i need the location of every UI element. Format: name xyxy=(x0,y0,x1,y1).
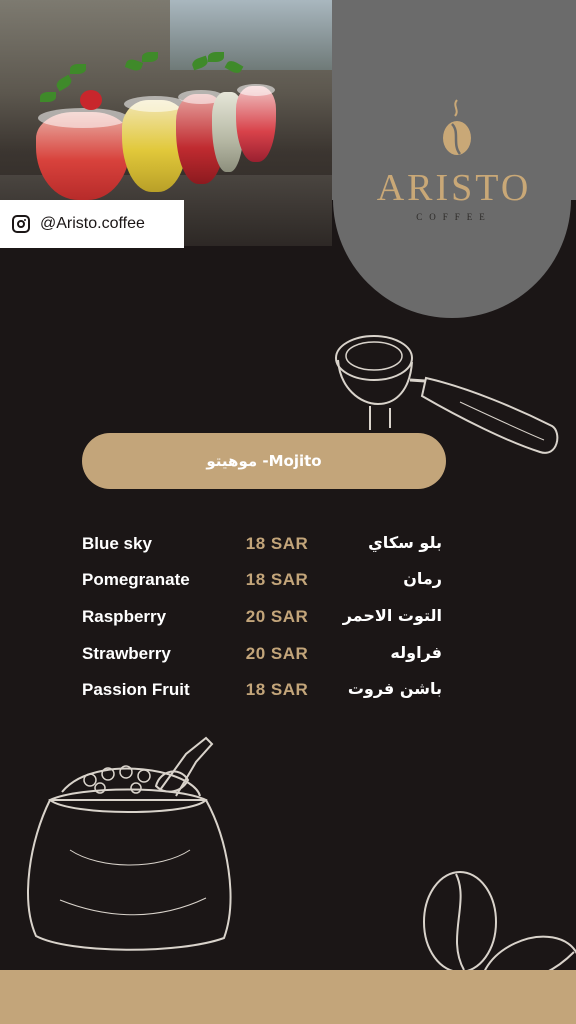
item-name-ar: باشن فروت xyxy=(347,679,442,698)
item-price: 18 SAR xyxy=(245,534,309,553)
item-name-en: Strawberry xyxy=(82,644,171,663)
instagram-icon xyxy=(12,215,30,233)
list-item xyxy=(0,526,576,562)
item-name-ar: رمان xyxy=(403,569,442,588)
section-header xyxy=(82,433,446,489)
logo-panel-curve xyxy=(333,0,571,318)
item-name-en: Raspberry xyxy=(82,607,167,626)
item-name-en: Pomegranate xyxy=(82,570,190,589)
list-item xyxy=(0,672,576,708)
item-price: 20 SAR xyxy=(245,644,309,663)
item-price: 20 SAR xyxy=(245,607,309,626)
brand-tagline: COFFEE xyxy=(416,212,492,222)
item-price: 18 SAR xyxy=(245,570,309,589)
item-name-ar: بلو سكاي xyxy=(368,533,442,552)
item-name-ar: فراوله xyxy=(390,643,442,662)
instagram-handle[interactable] xyxy=(0,200,184,248)
item-name-ar: التوت الاحمر xyxy=(342,606,442,625)
item-name-en: Blue sky xyxy=(82,534,152,553)
item-name-en: Passion Fruit xyxy=(82,680,190,699)
instagram-handle-text: @Aristo.coffee xyxy=(40,215,145,232)
section-title: موهيتو -Mojito xyxy=(206,452,322,470)
list-item xyxy=(0,562,576,598)
brand-name: ARISTO xyxy=(376,167,532,209)
coffee-bean-logo-icon xyxy=(440,98,474,156)
list-item xyxy=(0,599,576,635)
list-item xyxy=(0,636,576,672)
coffee-sack-sketch-icon xyxy=(10,730,246,956)
item-price: 18 SAR xyxy=(245,680,309,699)
footer-bar xyxy=(0,970,576,1024)
